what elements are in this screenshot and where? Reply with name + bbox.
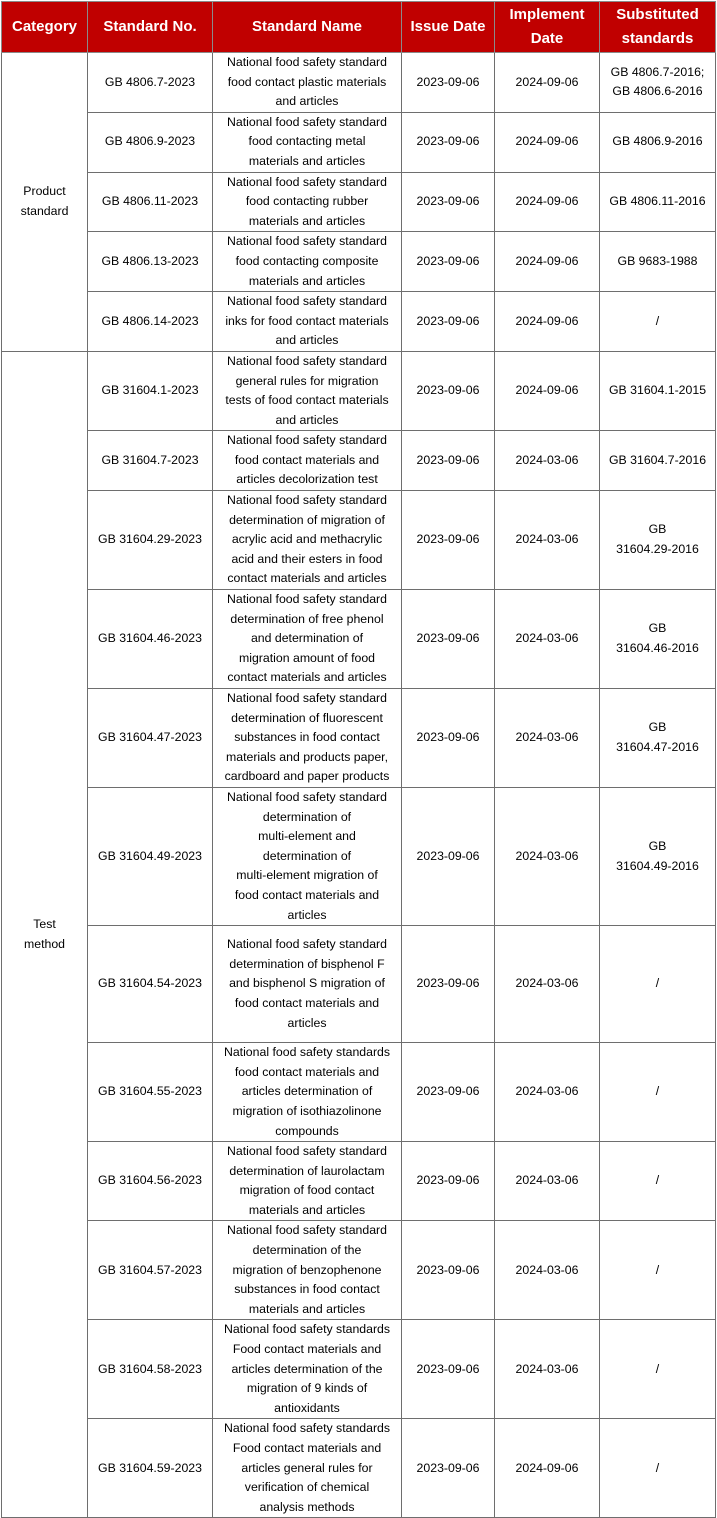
table-row (2, 1221, 716, 1320)
implement-date-cell: 2024-03-06 (495, 1320, 600, 1419)
substituted-cell: / (600, 1142, 716, 1221)
standard-name-cell: National food safety standard inks for food contact materials and articles (213, 292, 402, 352)
standard-no-cell: GB 31604.29-2023 (88, 491, 213, 590)
header-substituted-standards: Substituted standards (600, 2, 716, 53)
header-category: Category (2, 2, 88, 53)
implement-date-cell: 2024-03-06 (495, 431, 600, 491)
table-row (2, 431, 716, 491)
implement-date-cell: 2024-03-06 (495, 1221, 600, 1320)
issue-date-cell: 2023-09-06 (402, 1142, 495, 1221)
standard-name-cell: National food safety standard food contacting composite materials and articles (213, 232, 402, 292)
substituted-cell: / (600, 926, 716, 1043)
implement-date-cell: 2024-09-06 (495, 1419, 600, 1518)
standard-no-cell: GB 31604.55-2023 (88, 1043, 213, 1142)
implement-date-cell: 2024-03-06 (495, 926, 600, 1043)
table-row (2, 232, 716, 292)
substituted-cell: GB 31604.46-2016 (600, 590, 716, 689)
implement-date-cell: 2024-03-06 (495, 590, 600, 689)
implement-date-cell: 2024-03-06 (495, 787, 600, 925)
standard-name-cell: National food safety standard determination of multi-element and determination of multi-element migration of food contact materials and articles (213, 787, 402, 925)
standard-name-cell: National food safety standard determination of bisphenol F and bisphenol S migration of food contact materials and articles (213, 926, 402, 1043)
table-row (2, 1142, 716, 1221)
standard-no-cell: GB 31604.57-2023 (88, 1221, 213, 1320)
implement-date-cell: 2024-03-06 (495, 689, 600, 788)
substituted-cell: GB 31604.7-2016 (600, 431, 716, 491)
substituted-cell: GB 31604.1-2015 (600, 351, 716, 430)
substituted-cell: GB 31604.47-2016 (600, 689, 716, 788)
implement-date-cell: 2024-09-06 (495, 172, 600, 232)
issue-date-cell: 2023-09-06 (402, 926, 495, 1043)
table-row (2, 172, 716, 232)
standard-no-cell: GB 4806.13-2023 (88, 232, 213, 292)
standard-name-cell: National food safety standard determination of migration of acrylic acid and methacrylic acid and their esters in food contact materials and articles (213, 491, 402, 590)
implement-date-cell: 2024-09-06 (495, 232, 600, 292)
substituted-cell: GB 31604.49-2016 (600, 787, 716, 925)
standard-name-cell: National food safety standard food contacting metal materials and articles (213, 112, 402, 172)
table-row (2, 787, 716, 925)
table-row (2, 1043, 716, 1142)
table-row (2, 491, 716, 590)
implement-date-cell: 2024-03-06 (495, 1043, 600, 1142)
standard-no-cell: GB 31604.1-2023 (88, 351, 213, 430)
issue-date-cell: 2023-09-06 (402, 292, 495, 352)
issue-date-cell: 2023-09-06 (402, 590, 495, 689)
issue-date-cell: 2023-09-06 (402, 53, 495, 113)
standards-table (1, 1, 716, 1518)
issue-date-cell: 2023-09-06 (402, 787, 495, 925)
standard-no-cell: GB 4806.7-2023 (88, 53, 213, 113)
standard-name-cell: National food safety standard general rules for migration tests of food contact materials and articles (213, 351, 402, 430)
standard-no-cell: GB 31604.47-2023 (88, 689, 213, 788)
standard-no-cell: GB 4806.9-2023 (88, 112, 213, 172)
header-row (2, 2, 716, 53)
standard-name-cell: National food safety standard food contact materials and articles decolorization test (213, 431, 402, 491)
standard-no-cell: GB 31604.46-2023 (88, 590, 213, 689)
table-row (2, 351, 716, 430)
implement-date-cell: 2024-09-06 (495, 53, 600, 113)
substituted-cell: / (600, 1419, 716, 1518)
header-implement-date: Implement Date (495, 2, 600, 53)
standard-name-cell: National food safety standard food contacting rubber materials and articles (213, 172, 402, 232)
category-product-standard: Product standard (2, 53, 88, 352)
header-standard-name: Standard Name (213, 2, 402, 53)
issue-date-cell: 2023-09-06 (402, 112, 495, 172)
issue-date-cell: 2023-09-06 (402, 1221, 495, 1320)
substituted-cell: / (600, 1043, 716, 1142)
substituted-cell: / (600, 292, 716, 352)
standard-name-cell: National food safety standards Food contact materials and articles general rules for verification of chemical analysis methods (213, 1419, 402, 1518)
issue-date-cell: 2023-09-06 (402, 689, 495, 788)
substituted-cell: / (600, 1320, 716, 1419)
standard-name-cell: National food safety standard determination of the migration of benzophenone substances in food contact materials and articles (213, 1221, 402, 1320)
table-row (2, 1320, 716, 1419)
table-row (2, 1419, 716, 1518)
substituted-cell: / (600, 1221, 716, 1320)
category-test-method: Test method (2, 351, 88, 1517)
issue-date-cell: 2023-09-06 (402, 1320, 495, 1419)
issue-date-cell: 2023-09-06 (402, 1043, 495, 1142)
standard-no-cell: GB 4806.11-2023 (88, 172, 213, 232)
table-row (2, 590, 716, 689)
implement-date-cell: 2024-09-06 (495, 351, 600, 430)
table-body (2, 53, 716, 1518)
table-row (2, 53, 716, 113)
substituted-cell: GB 31604.29-2016 (600, 491, 716, 590)
implement-date-cell: 2024-03-06 (495, 1142, 600, 1221)
standard-name-cell: National food safety standard determination of fluorescent substances in food contact materials and products paper, cardboard and paper products (213, 689, 402, 788)
standard-no-cell: GB 31604.59-2023 (88, 1419, 213, 1518)
standard-name-cell: National food safety standard food contact plastic materials and articles (213, 53, 402, 113)
table-row (2, 112, 716, 172)
standard-no-cell: GB 31604.58-2023 (88, 1320, 213, 1419)
header-issue-date: Issue Date (402, 2, 495, 53)
standard-no-cell: GB 31604.54-2023 (88, 926, 213, 1043)
implement-date-cell: 2024-09-06 (495, 112, 600, 172)
issue-date-cell: 2023-09-06 (402, 232, 495, 292)
substituted-cell: GB 4806.7-2016; GB 4806.6-2016 (600, 53, 716, 113)
table-row (2, 926, 716, 1043)
substituted-cell: GB 9683-1988 (600, 232, 716, 292)
issue-date-cell: 2023-09-06 (402, 1419, 495, 1518)
standard-no-cell: GB 31604.49-2023 (88, 787, 213, 925)
header-standard-no: Standard No. (88, 2, 213, 53)
standard-no-cell: GB 4806.14-2023 (88, 292, 213, 352)
standard-no-cell: GB 31604.56-2023 (88, 1142, 213, 1221)
standard-name-cell: National food safety standards Food contact materials and articles determination of the migration of 9 kinds of antioxidants (213, 1320, 402, 1419)
substituted-cell: GB 4806.11-2016 (600, 172, 716, 232)
table-row (2, 689, 716, 788)
issue-date-cell: 2023-09-06 (402, 351, 495, 430)
issue-date-cell: 2023-09-06 (402, 431, 495, 491)
implement-date-cell: 2024-09-06 (495, 292, 600, 352)
implement-date-cell: 2024-03-06 (495, 491, 600, 590)
standard-name-cell: National food safety standards food contact materials and articles determination of migration of isothiazolinone compounds (213, 1043, 402, 1142)
substituted-cell: GB 4806.9-2016 (600, 112, 716, 172)
standard-name-cell: National food safety standard determination of free phenol and determination of migration amount of food contact materials and articles (213, 590, 402, 689)
issue-date-cell: 2023-09-06 (402, 172, 495, 232)
standard-name-cell: National food safety standard determination of laurolactam migration of food contact materials and articles (213, 1142, 402, 1221)
standard-no-cell: GB 31604.7-2023 (88, 431, 213, 491)
table-row (2, 292, 716, 352)
issue-date-cell: 2023-09-06 (402, 491, 495, 590)
